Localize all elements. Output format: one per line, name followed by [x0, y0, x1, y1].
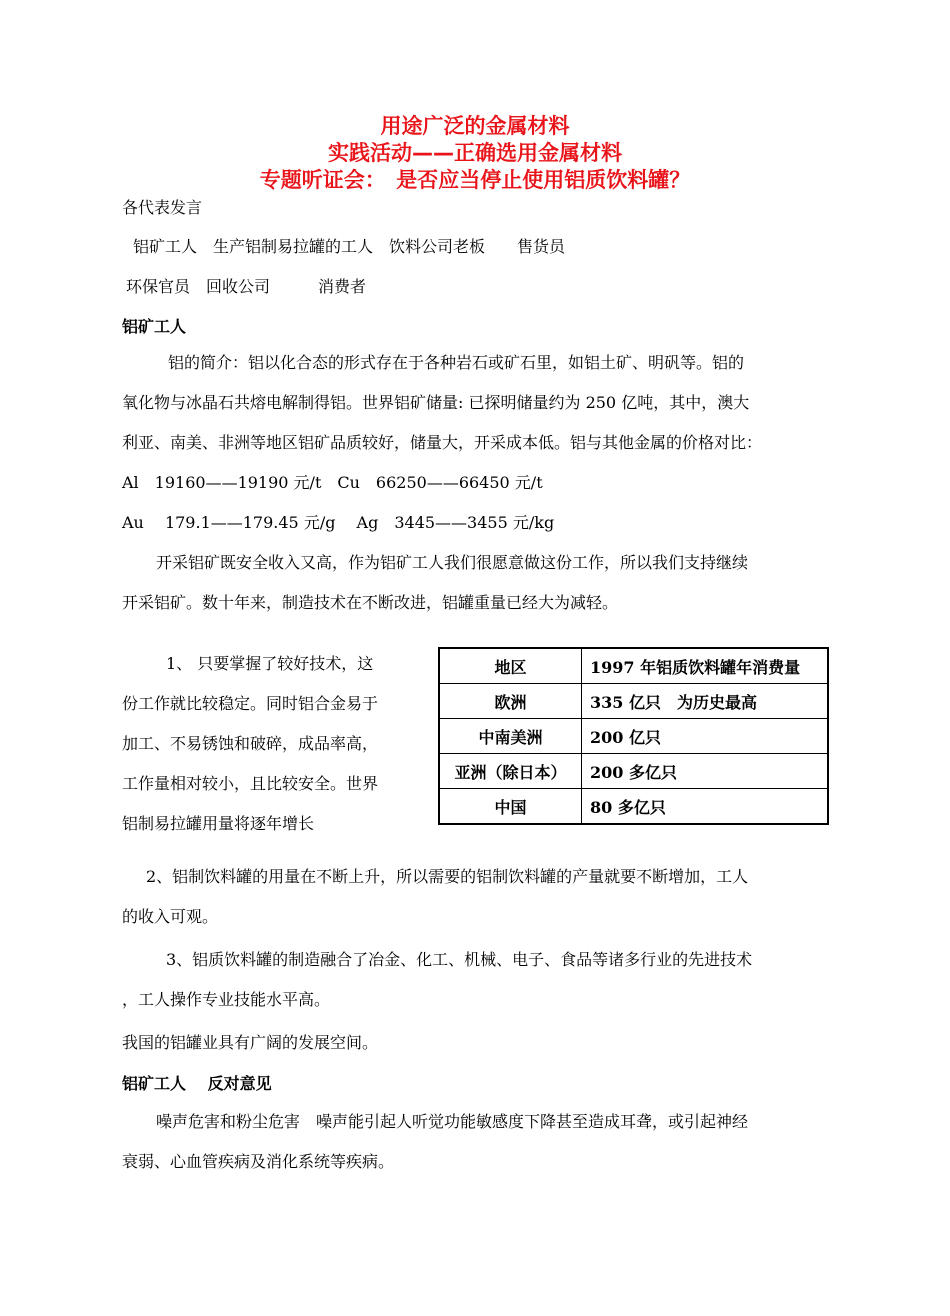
- title-hearing: 专题听证会： 是否应当停止使用铝质饮料罐？: [259, 168, 691, 192]
- table-row: [439, 719, 828, 754]
- title-main: 用途广泛的金属材料: [380, 114, 570, 138]
- table-cell-region: 亚洲（除日本）: [439, 754, 582, 789]
- section-heading-miner: 铝矿工人: [122, 317, 187, 336]
- price-line: Al 19160——19190 元/t Cu 66250——66450 元/t: [122, 473, 543, 492]
- table-row: [439, 684, 828, 719]
- point-2-line: 2、铝制饮料罐的用量在不断上升，所以需要的铝制饮料罐的产量就要不断增加，工人: [146, 867, 749, 886]
- point-3-line: ，工人操作专业技能水平高。: [122, 990, 331, 1009]
- table-cell-region: 中南美洲: [439, 719, 582, 754]
- point-2-line: 的收入可观。: [122, 907, 219, 926]
- table-cell-value: 200 亿只: [582, 719, 829, 754]
- point-2-paragraph: [122, 857, 834, 937]
- table-header-cell: 1997 年铝质饮料罐年消费量: [582, 648, 829, 684]
- roles-line-2: 环保官员 回收公司 消费者: [126, 277, 367, 296]
- point-3-paragraph: [122, 940, 834, 1020]
- conclusion-line: 我国的铝罐业具有广阔的发展空间。: [122, 1033, 379, 1052]
- roles-line-1: 铝矿工人 生产铝制易拉罐的工人 饮料公司老板 售货员: [133, 237, 566, 256]
- intro-line: 利亚、南美、非洲等地区铝矿品质较好，储量大，开采成本低。铝与其他金属的价格对比：: [122, 433, 763, 452]
- title-activity: 实践活动——正确选用金属材料: [328, 141, 622, 165]
- section-heading-oppose: 铝矿工人 反对意见: [122, 1074, 272, 1093]
- support-line: 开采铝矿既安全收入又高，作为铝矿工人我们很愿意做这份工作，所以我们支持继续: [156, 553, 749, 572]
- table-cell-region: 中国: [439, 789, 582, 825]
- table-header-row: [439, 648, 828, 684]
- point-1-line: 加工、不易锈蚀和破碎，成品率高，: [122, 734, 379, 753]
- point-1-paragraph: [122, 644, 422, 844]
- table-cell-value: 335 亿只 为历史最高: [582, 684, 829, 719]
- table-row: [439, 789, 828, 825]
- roles-heading: 各代表发言: [122, 198, 203, 217]
- point-1-line: 铝制易拉罐用量将逐年增长: [122, 814, 315, 833]
- table-row: [439, 754, 828, 789]
- support-line: 开采铝矿。数十年来，制造技术在不断改进，铝罐重量已经大为减轻。: [122, 593, 619, 612]
- intro-line: 氧化物与冰晶石共熔电解制得铝。世界铝矿储量: 已探明储量约为 250 亿吨，其中，澳大: [122, 393, 750, 412]
- oppose-line: 衰弱、心血管疾病及消化系统等疾病。: [122, 1152, 395, 1171]
- oppose-line: 噪声危害和粉尘危害 噪声能引起人听觉功能敏感度下降甚至造成耳聋，或引起神经: [156, 1112, 749, 1131]
- table-cell-value: 200 多亿只: [582, 754, 829, 789]
- title-block: [0, 113, 950, 194]
- intro-paragraph: [122, 343, 834, 623]
- table-cell-region: 欧洲: [439, 684, 582, 719]
- intro-line: 铝的简介：铝以化合态的形式存在于各种岩石或矿石里，如铝土矿、明矾等。铝的: [168, 353, 745, 372]
- oppose-paragraph: [122, 1102, 834, 1182]
- table-header-cell: 地区: [439, 648, 582, 684]
- table-cell-value: 80 多亿只: [582, 789, 829, 825]
- consumption-table: [438, 647, 829, 825]
- point-1-line: 工作量相对较小，且比较安全。世界: [122, 774, 379, 793]
- point-3-line: 3、铝质饮料罐的制造融合了冶金、化工、机械、电子、食品等诸多行业的先进技术: [166, 950, 753, 969]
- point-1-line: 1、 只要掌握了较好技术，这: [166, 654, 374, 673]
- price-line: Au 179.1——179.45 元/g Ag 3445——3455 元/kg: [122, 513, 555, 532]
- point-1-line: 份工作就比较稳定。同时铝合金易于: [122, 694, 379, 713]
